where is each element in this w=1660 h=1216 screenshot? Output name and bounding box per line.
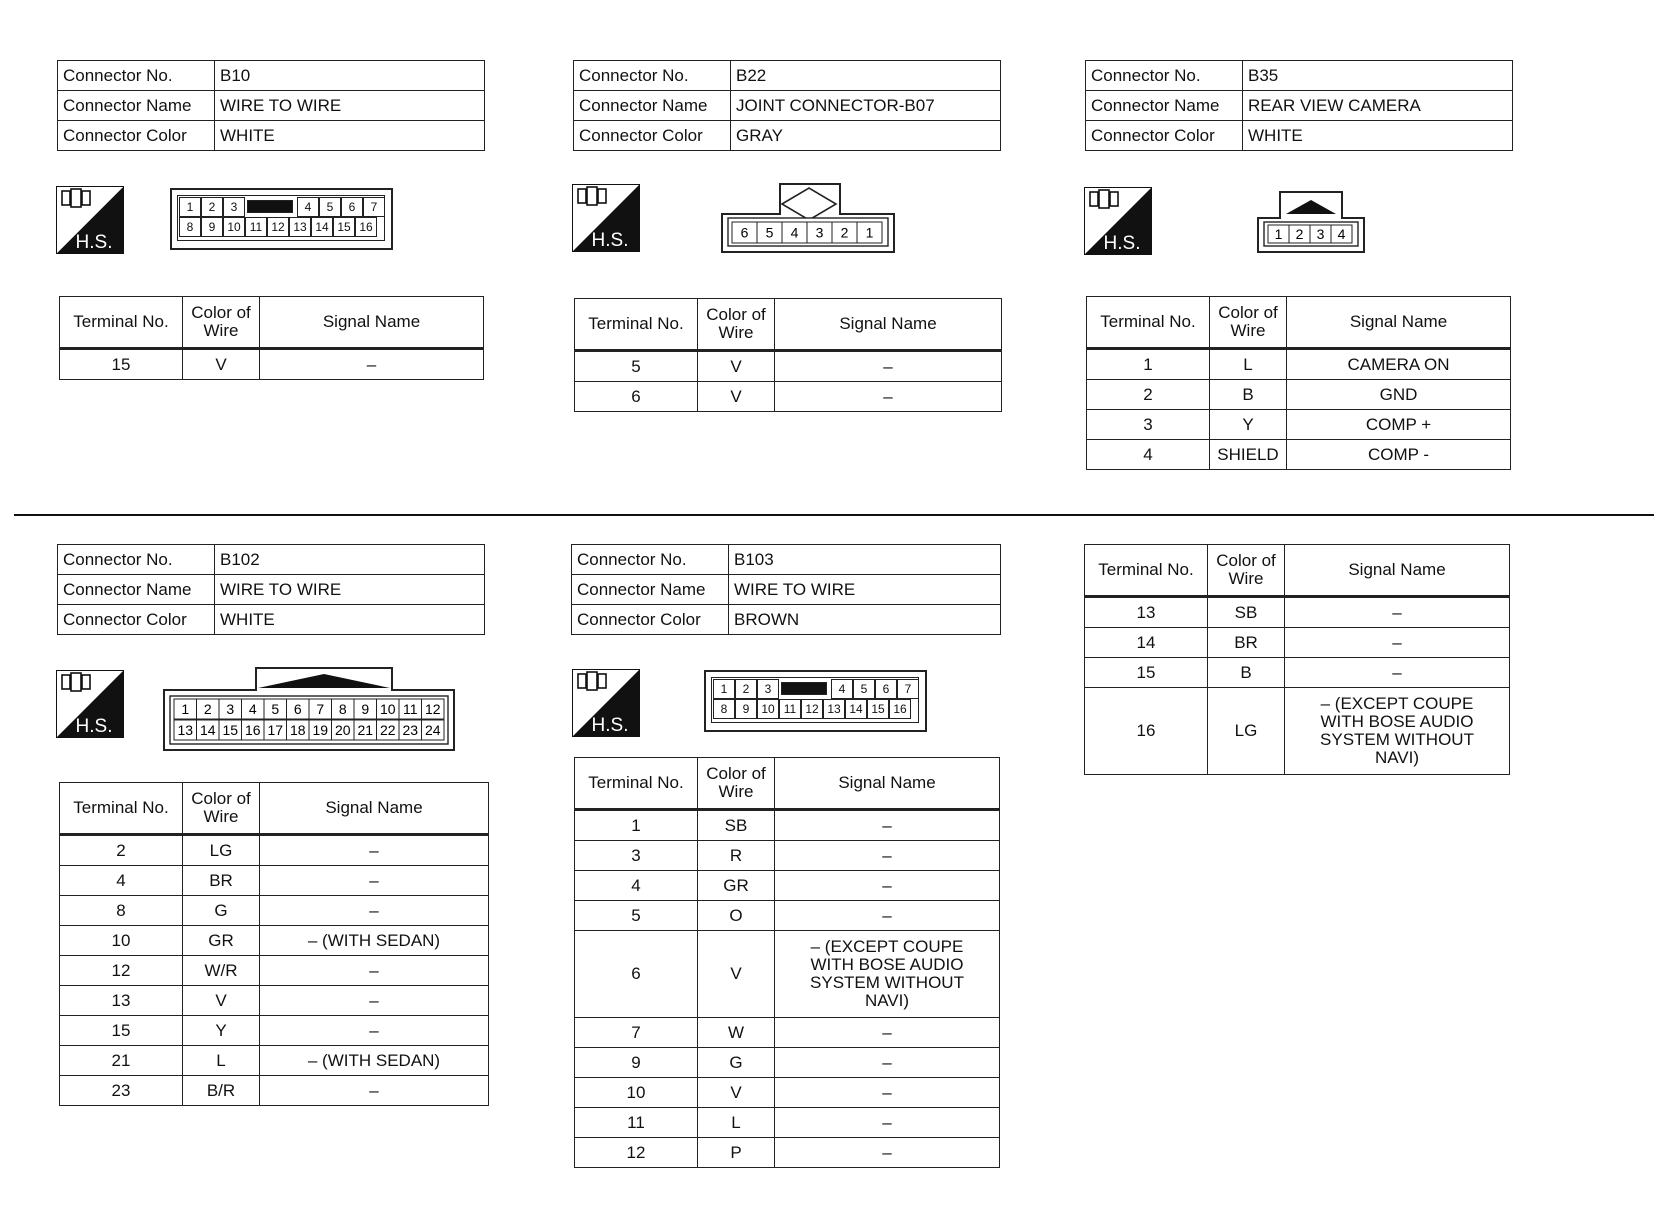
terminal-cell: 11 — [575, 1108, 698, 1138]
color-cell: V — [698, 382, 775, 412]
key-block — [781, 682, 827, 695]
signal-cell: – — [775, 382, 1002, 412]
color-cell: G — [183, 896, 260, 926]
color-header: Color of Wire — [698, 758, 775, 810]
color-cell: V — [183, 986, 260, 1016]
pin-8: 8 — [179, 217, 201, 237]
b103-info-table — [571, 544, 1001, 635]
connector-no: B22 — [731, 61, 1001, 91]
pin-23: 23 — [402, 722, 419, 738]
hs-label: H.S. — [75, 232, 113, 253]
signal-cell: – — [260, 896, 489, 926]
signal-cell: – (WITH SEDAN) — [260, 1046, 489, 1076]
pin-11: 11 — [245, 217, 267, 237]
b10-connector-face — [170, 188, 393, 250]
connector-color: WHITE — [1243, 121, 1513, 151]
terminal-cell: 8 — [60, 896, 183, 926]
harness-side-icon — [1084, 187, 1152, 255]
connector-color: BROWN — [729, 605, 1001, 635]
terminal-cell: 12 — [575, 1138, 698, 1168]
pin-13: 13 — [823, 699, 845, 719]
signal-cell: – — [260, 866, 489, 896]
pin-5: 5 — [271, 701, 280, 717]
b102-terminal-table — [59, 782, 489, 1106]
connector-name: WIRE TO WIRE — [215, 575, 485, 605]
pin-4: 4 — [248, 701, 257, 717]
b102-info-table — [57, 544, 485, 635]
b103-terminal-table — [574, 757, 1000, 1168]
pin-7: 7 — [363, 197, 385, 217]
color-cell: B — [1210, 380, 1287, 410]
pin-15: 15 — [333, 217, 355, 237]
color-cell: P — [698, 1138, 775, 1168]
signal-cell: COMP + — [1287, 410, 1511, 440]
pin-14: 14 — [199, 722, 216, 738]
connector-name-label: Connector Name — [574, 91, 731, 121]
pin-16: 16 — [889, 699, 911, 719]
connector-color-label: Connector Color — [574, 121, 731, 151]
pin-2: 2 — [201, 197, 223, 217]
connector-name-label: Connector Name — [58, 575, 215, 605]
b35-terminal-table — [1086, 296, 1511, 470]
b22-terminal-table — [574, 298, 1002, 412]
signal-cell: – — [260, 835, 489, 866]
color-cell: R — [698, 841, 775, 871]
pin-6: 6 — [875, 679, 897, 699]
color-cell: GR — [183, 926, 260, 956]
terminal-cell: 5 — [575, 901, 698, 931]
pin-3: 3 — [1316, 226, 1325, 242]
terminal-cell: 16 — [1085, 688, 1208, 775]
color-cell: W/R — [183, 956, 260, 986]
pin-13: 13 — [289, 217, 311, 237]
pin-4: 4 — [1337, 226, 1346, 242]
terminal-header: Terminal No. — [60, 783, 183, 835]
terminal-cell: 6 — [575, 931, 698, 1018]
pin-4: 4 — [831, 679, 853, 699]
pin-21: 21 — [357, 722, 374, 738]
pin-1: 1 — [1274, 226, 1283, 242]
pin-5: 5 — [765, 224, 774, 241]
terminal-cell: 12 — [60, 956, 183, 986]
key-block — [247, 200, 293, 213]
color-cell: V — [698, 1078, 775, 1108]
pin-15: 15 — [867, 699, 889, 719]
color-cell: B — [1208, 658, 1285, 688]
pin-3: 3 — [226, 701, 235, 717]
signal-cell: – — [775, 1138, 1000, 1168]
pin-9: 9 — [735, 699, 757, 719]
connector-no: B10 — [215, 61, 485, 91]
pin-17: 17 — [267, 722, 284, 738]
color-cell: LG — [183, 835, 260, 866]
signal-cell: – — [775, 1078, 1000, 1108]
color-header: Color of Wire — [183, 297, 260, 349]
color-cell: V — [698, 931, 775, 1018]
b10-terminal-table — [59, 296, 484, 380]
signal-cell: CAMERA ON — [1287, 349, 1511, 380]
pin-9: 9 — [361, 701, 370, 717]
pin-12: 12 — [424, 701, 441, 717]
terminal-cell: 1 — [575, 810, 698, 841]
color-header: Color of Wire — [698, 299, 775, 351]
pin-1: 1 — [713, 679, 735, 699]
pin-10: 10 — [757, 699, 779, 719]
color-cell: BR — [183, 866, 260, 896]
connector-no-label: Connector No. — [1086, 61, 1243, 91]
pin-7: 7 — [897, 679, 919, 699]
signal-cell: COMP - — [1287, 440, 1511, 470]
pin-5: 5 — [319, 197, 341, 217]
signal-cell: – — [775, 1048, 1000, 1078]
hs-label: H.S. — [1103, 233, 1141, 254]
terminal-cell: 14 — [1085, 628, 1208, 658]
signal-cell: – — [260, 956, 489, 986]
pin-8: 8 — [338, 701, 347, 717]
signal-cell: – (EXCEPT COUPE WITH BOSE AUDIO SYSTEM WITHOUT NAVI) — [1285, 688, 1510, 775]
connector-name: WIRE TO WIRE — [729, 575, 1001, 605]
signal-cell: GND — [1287, 380, 1511, 410]
b10-info-table — [57, 60, 485, 151]
terminal-header: Terminal No. — [1085, 545, 1208, 597]
signal-cell: – — [260, 1076, 489, 1106]
hs-label: H.S. — [591, 715, 629, 736]
pin-2: 2 — [1295, 226, 1304, 242]
pin-22: 22 — [379, 722, 396, 738]
connector-no: B35 — [1243, 61, 1513, 91]
connector-no: B102 — [215, 545, 485, 575]
terminal-header: Terminal No. — [60, 297, 183, 349]
terminal-cell: 3 — [1087, 410, 1210, 440]
pin-6: 6 — [740, 224, 749, 241]
pin-9: 9 — [201, 217, 223, 237]
terminal-cell: 6 — [575, 382, 698, 412]
pin-10: 10 — [379, 701, 396, 717]
color-cell: G — [698, 1048, 775, 1078]
terminal-cell: 15 — [1085, 658, 1208, 688]
b102-connector-face — [162, 666, 456, 752]
pin-15: 15 — [222, 722, 239, 738]
color-cell: V — [698, 351, 775, 382]
b35-connector-face — [1256, 190, 1366, 254]
signal-header: Signal Name — [1285, 545, 1510, 597]
terminal-header: Terminal No. — [575, 299, 698, 351]
pin-1: 1 — [181, 701, 190, 717]
harness-side-icon — [572, 669, 640, 737]
connector-name: WIRE TO WIRE — [215, 91, 485, 121]
pin-19: 19 — [312, 722, 329, 738]
signal-cell: – — [775, 810, 1000, 841]
harness-side-icon — [56, 670, 124, 738]
hs-label: H.S. — [591, 230, 629, 251]
terminal-cell: 21 — [60, 1046, 183, 1076]
pin-16: 16 — [355, 217, 377, 237]
signal-cell: – — [775, 901, 1000, 931]
signal-cell: – — [260, 986, 489, 1016]
connector-no-label: Connector No. — [574, 61, 731, 91]
pin-2: 2 — [203, 701, 212, 717]
connector-color-label: Connector Color — [58, 121, 215, 151]
pin-18: 18 — [289, 722, 306, 738]
terminal-cell: 4 — [60, 866, 183, 896]
pin-8: 8 — [713, 699, 735, 719]
color-cell: B/R — [183, 1076, 260, 1106]
connector-color-label: Connector Color — [1086, 121, 1243, 151]
terminal-cell: 2 — [60, 835, 183, 866]
signal-cell: – — [775, 871, 1000, 901]
connector-color: GRAY — [731, 121, 1001, 151]
signal-cell: – (EXCEPT COUPE WITH BOSE AUDIO SYSTEM WITHOUT NAVI) — [775, 931, 1000, 1018]
terminal-cell: 13 — [60, 986, 183, 1016]
terminal-header: Terminal No. — [1087, 297, 1210, 349]
signal-header: Signal Name — [1287, 297, 1511, 349]
color-cell: SHIELD — [1210, 440, 1287, 470]
signal-cell: – — [775, 841, 1000, 871]
terminal-cell: 15 — [60, 349, 183, 380]
terminal-cell: 5 — [575, 351, 698, 382]
connector-color-label: Connector Color — [58, 605, 215, 635]
pin-2: 2 — [735, 679, 757, 699]
color-cell: LG — [1208, 688, 1285, 775]
signal-cell: – — [775, 1108, 1000, 1138]
color-cell: BR — [1208, 628, 1285, 658]
terminal-cell: 1 — [1087, 349, 1210, 380]
color-cell: L — [698, 1108, 775, 1138]
connector-color: WHITE — [215, 605, 485, 635]
signal-cell: – — [260, 1016, 489, 1046]
pin-14: 14 — [311, 217, 333, 237]
pin-10: 10 — [223, 217, 245, 237]
color-cell: L — [183, 1046, 260, 1076]
connector-name-label: Connector Name — [1086, 91, 1243, 121]
signal-cell: – (WITH SEDAN) — [260, 926, 489, 956]
signal-cell: – — [775, 351, 1002, 382]
terminal-cell: 3 — [575, 841, 698, 871]
terminal-cell: 2 — [1087, 380, 1210, 410]
pin-6: 6 — [293, 701, 302, 717]
harness-side-icon — [56, 186, 124, 254]
terminal-cell: 13 — [1085, 597, 1208, 628]
connector-no: B103 — [729, 545, 1001, 575]
color-cell: SB — [698, 810, 775, 841]
terminal-header: Terminal No. — [575, 758, 698, 810]
pin-11: 11 — [402, 701, 418, 717]
connector-name-label: Connector Name — [572, 575, 729, 605]
pin-4: 4 — [790, 224, 799, 241]
pin-14: 14 — [845, 699, 867, 719]
connector-no-label: Connector No. — [572, 545, 729, 575]
pin-11: 11 — [779, 699, 801, 719]
b35-info-table — [1085, 60, 1513, 151]
pin-3: 3 — [757, 679, 779, 699]
pin-13: 13 — [177, 722, 194, 738]
color-cell: L — [1210, 349, 1287, 380]
b22-connector-face — [720, 182, 896, 254]
signal-header: Signal Name — [775, 758, 1000, 810]
pin-6: 6 — [341, 197, 363, 217]
connector-no-label: Connector No. — [58, 61, 215, 91]
terminal-cell: 10 — [575, 1078, 698, 1108]
pin-12: 12 — [801, 699, 823, 719]
color-cell: GR — [698, 871, 775, 901]
connector-name: JOINT CONNECTOR-B07 — [731, 91, 1001, 121]
pin-5: 5 — [853, 679, 875, 699]
signal-cell: – — [1285, 597, 1510, 628]
color-cell: Y — [1210, 410, 1287, 440]
signal-header: Signal Name — [775, 299, 1002, 351]
pin-12: 12 — [267, 217, 289, 237]
b22-info-table — [573, 60, 1001, 151]
terminal-cell: 4 — [1087, 440, 1210, 470]
color-cell: V — [183, 349, 260, 380]
pin-1: 1 — [865, 224, 874, 241]
color-header: Color of Wire — [1208, 545, 1285, 597]
connector-name: REAR VIEW CAMERA — [1243, 91, 1513, 121]
color-cell: O — [698, 901, 775, 931]
signal-cell: – — [260, 349, 484, 380]
terminal-cell: 23 — [60, 1076, 183, 1106]
connector-no-label: Connector No. — [58, 545, 215, 575]
color-cell: Y — [183, 1016, 260, 1046]
connector-name-label: Connector Name — [58, 91, 215, 121]
pin-16: 16 — [244, 722, 261, 738]
terminal-cell: 9 — [575, 1048, 698, 1078]
pin-3: 3 — [815, 224, 824, 241]
pin-24: 24 — [424, 722, 441, 738]
pin-2: 2 — [840, 224, 849, 241]
pin-1: 1 — [179, 197, 201, 217]
hs-label: H.S. — [75, 716, 113, 737]
color-cell: W — [698, 1018, 775, 1048]
signal-cell: – — [1285, 658, 1510, 688]
color-header: Color of Wire — [183, 783, 260, 835]
pin-7: 7 — [316, 701, 325, 717]
connector-color: WHITE — [215, 121, 485, 151]
connector-color-label: Connector Color — [572, 605, 729, 635]
b103-connector-face — [704, 670, 927, 732]
terminal-cell: 15 — [60, 1016, 183, 1046]
signal-header: Signal Name — [260, 297, 484, 349]
signal-cell: – — [1285, 628, 1510, 658]
color-cell: SB — [1208, 597, 1285, 628]
signal-header: Signal Name — [260, 783, 489, 835]
section-divider — [14, 514, 1654, 516]
color-header: Color of Wire — [1210, 297, 1287, 349]
terminal-cell: 10 — [60, 926, 183, 956]
harness-side-icon — [572, 184, 640, 252]
pin-4: 4 — [297, 197, 319, 217]
b103-continued-terminal-table — [1084, 544, 1510, 775]
signal-cell: – — [775, 1018, 1000, 1048]
pin-20: 20 — [334, 722, 351, 738]
terminal-cell: 7 — [575, 1018, 698, 1048]
terminal-cell: 4 — [575, 871, 698, 901]
pin-3: 3 — [223, 197, 245, 217]
